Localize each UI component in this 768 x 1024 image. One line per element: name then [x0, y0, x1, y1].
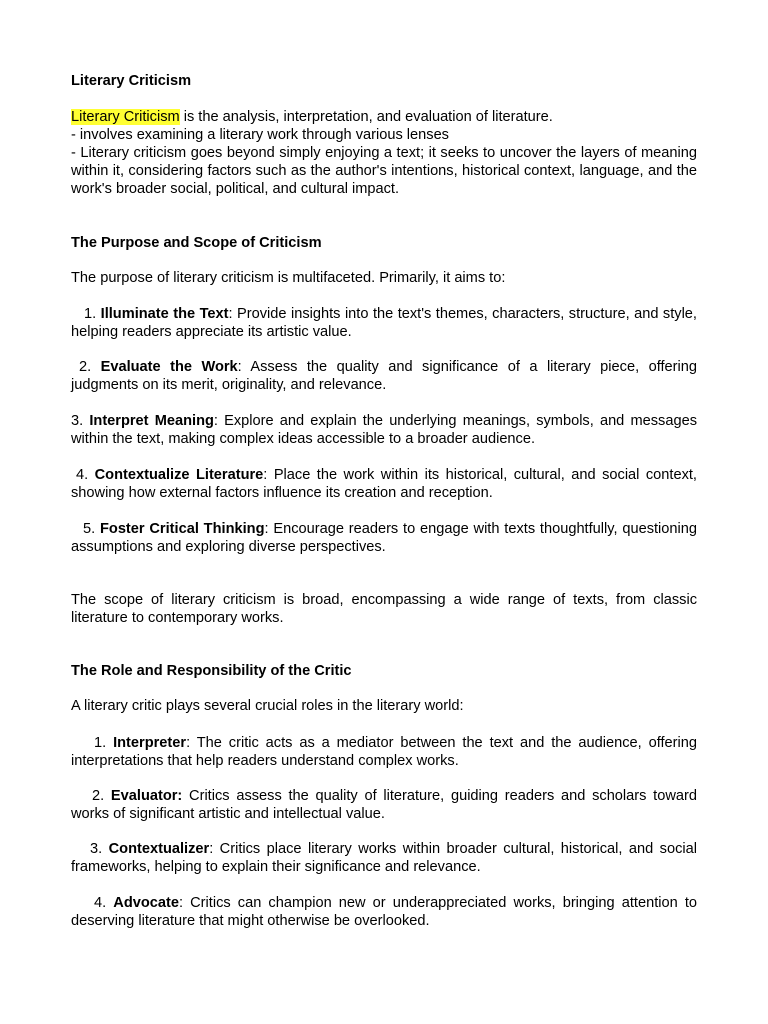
intro-bullet-2: - Literary criticism goes beyond simply enjoying a text; it seeks to uncover the layers of meaning within it, considering factors such as the author's intentions, historical context, language, and the work's broader social, political, and cultural impact. [71, 145, 697, 197]
item-term: Foster Critical Thinking [99, 521, 265, 537]
purpose-item-2 [71, 358, 697, 394]
item-number: 2. [92, 788, 111, 804]
item-number: 3. [71, 413, 90, 429]
item-text: Critics assess the quality of literature, guiding readers and scholars toward works of significant artistic and intellectual value. [71, 788, 697, 822]
item-term: Illuminate the Text [100, 306, 229, 322]
role-item-4 [71, 894, 697, 930]
item-term: Advocate [113, 895, 179, 911]
purpose-item-3 [71, 412, 697, 448]
item-term: Interpreter [113, 735, 187, 751]
item-text: : Encourage readers to engage with texts thoughtfully, questioning assumptions and exploring diverse perspectives. [71, 521, 697, 555]
scope-paragraph: The scope of literary criticism is broad, encompassing a wide range of texts, from classic literature to contemporary works. [71, 592, 697, 626]
item-text: : Place the work within its historical, cultural, and social context, showing how external factors influence its creation and reception. [71, 467, 697, 501]
intro-bullet-1: - involves examining a literary work through various lenses [71, 127, 449, 143]
item-term: Interpret Meaning [89, 413, 214, 429]
role-item-2 [71, 787, 697, 823]
intro-paragraph [71, 108, 697, 198]
item-term: Contextualize Literature [94, 467, 264, 483]
item-number: 4. [76, 467, 95, 483]
purpose-item-5 [71, 520, 697, 556]
item-number: 2. [79, 359, 101, 375]
purpose-item-4 [71, 466, 697, 502]
item-text: : Critics place literary works within broader cultural, historical, and social frameworks, helping to explain their significance and relevance. [71, 841, 697, 875]
item-number: 5. [83, 521, 100, 537]
role-lead: A literary critic plays several crucial roles in the literary world: [71, 698, 464, 714]
intro-definition [71, 108, 697, 126]
item-term: Contextualizer [108, 841, 210, 857]
document-title: Literary Criticism [71, 73, 192, 89]
item-text: : Critics can champion new or underappreciated works, bringing attention to deserving literature that might otherwise be overlooked. [71, 895, 697, 929]
section-heading-role: The Role and Responsibility of the Critic [71, 663, 352, 679]
item-number: 1. [94, 735, 114, 751]
item-number: 3. [90, 841, 109, 857]
item-text: : The critic acts as a mediator between the text and the audience, offering interpretations that help readers understand complex works. [71, 735, 697, 769]
role-item-3 [71, 840, 697, 876]
role-item-1 [71, 734, 697, 770]
purpose-lead: The purpose of literary criticism is multifaceted. Primarily, it aims to: [71, 270, 506, 286]
highlighted-term: Literary Criticism [71, 109, 180, 125]
purpose-item-1 [71, 305, 697, 341]
intro-definition-text: is the analysis, interpretation, and evaluation of literature. [179, 109, 553, 125]
item-term: Evaluate the Work [100, 359, 238, 375]
item-number: 1. [84, 306, 101, 322]
item-text: : Provide insights into the text's themes, characters, structure, and style, helping readers appreciate its artistic value. [71, 306, 697, 340]
item-text: : Assess the quality and significance of a literary piece, offering judgments on its merit, originality, and relevance. [71, 359, 697, 393]
item-number: 4. [94, 895, 114, 911]
item-term: Evaluator: [110, 788, 183, 804]
section-heading-purpose: The Purpose and Scope of Criticism [71, 235, 322, 251]
item-text: : Explore and explain the underlying meanings, symbols, and messages within the text, making complex ideas accessible to a broader audience. [71, 413, 697, 447]
